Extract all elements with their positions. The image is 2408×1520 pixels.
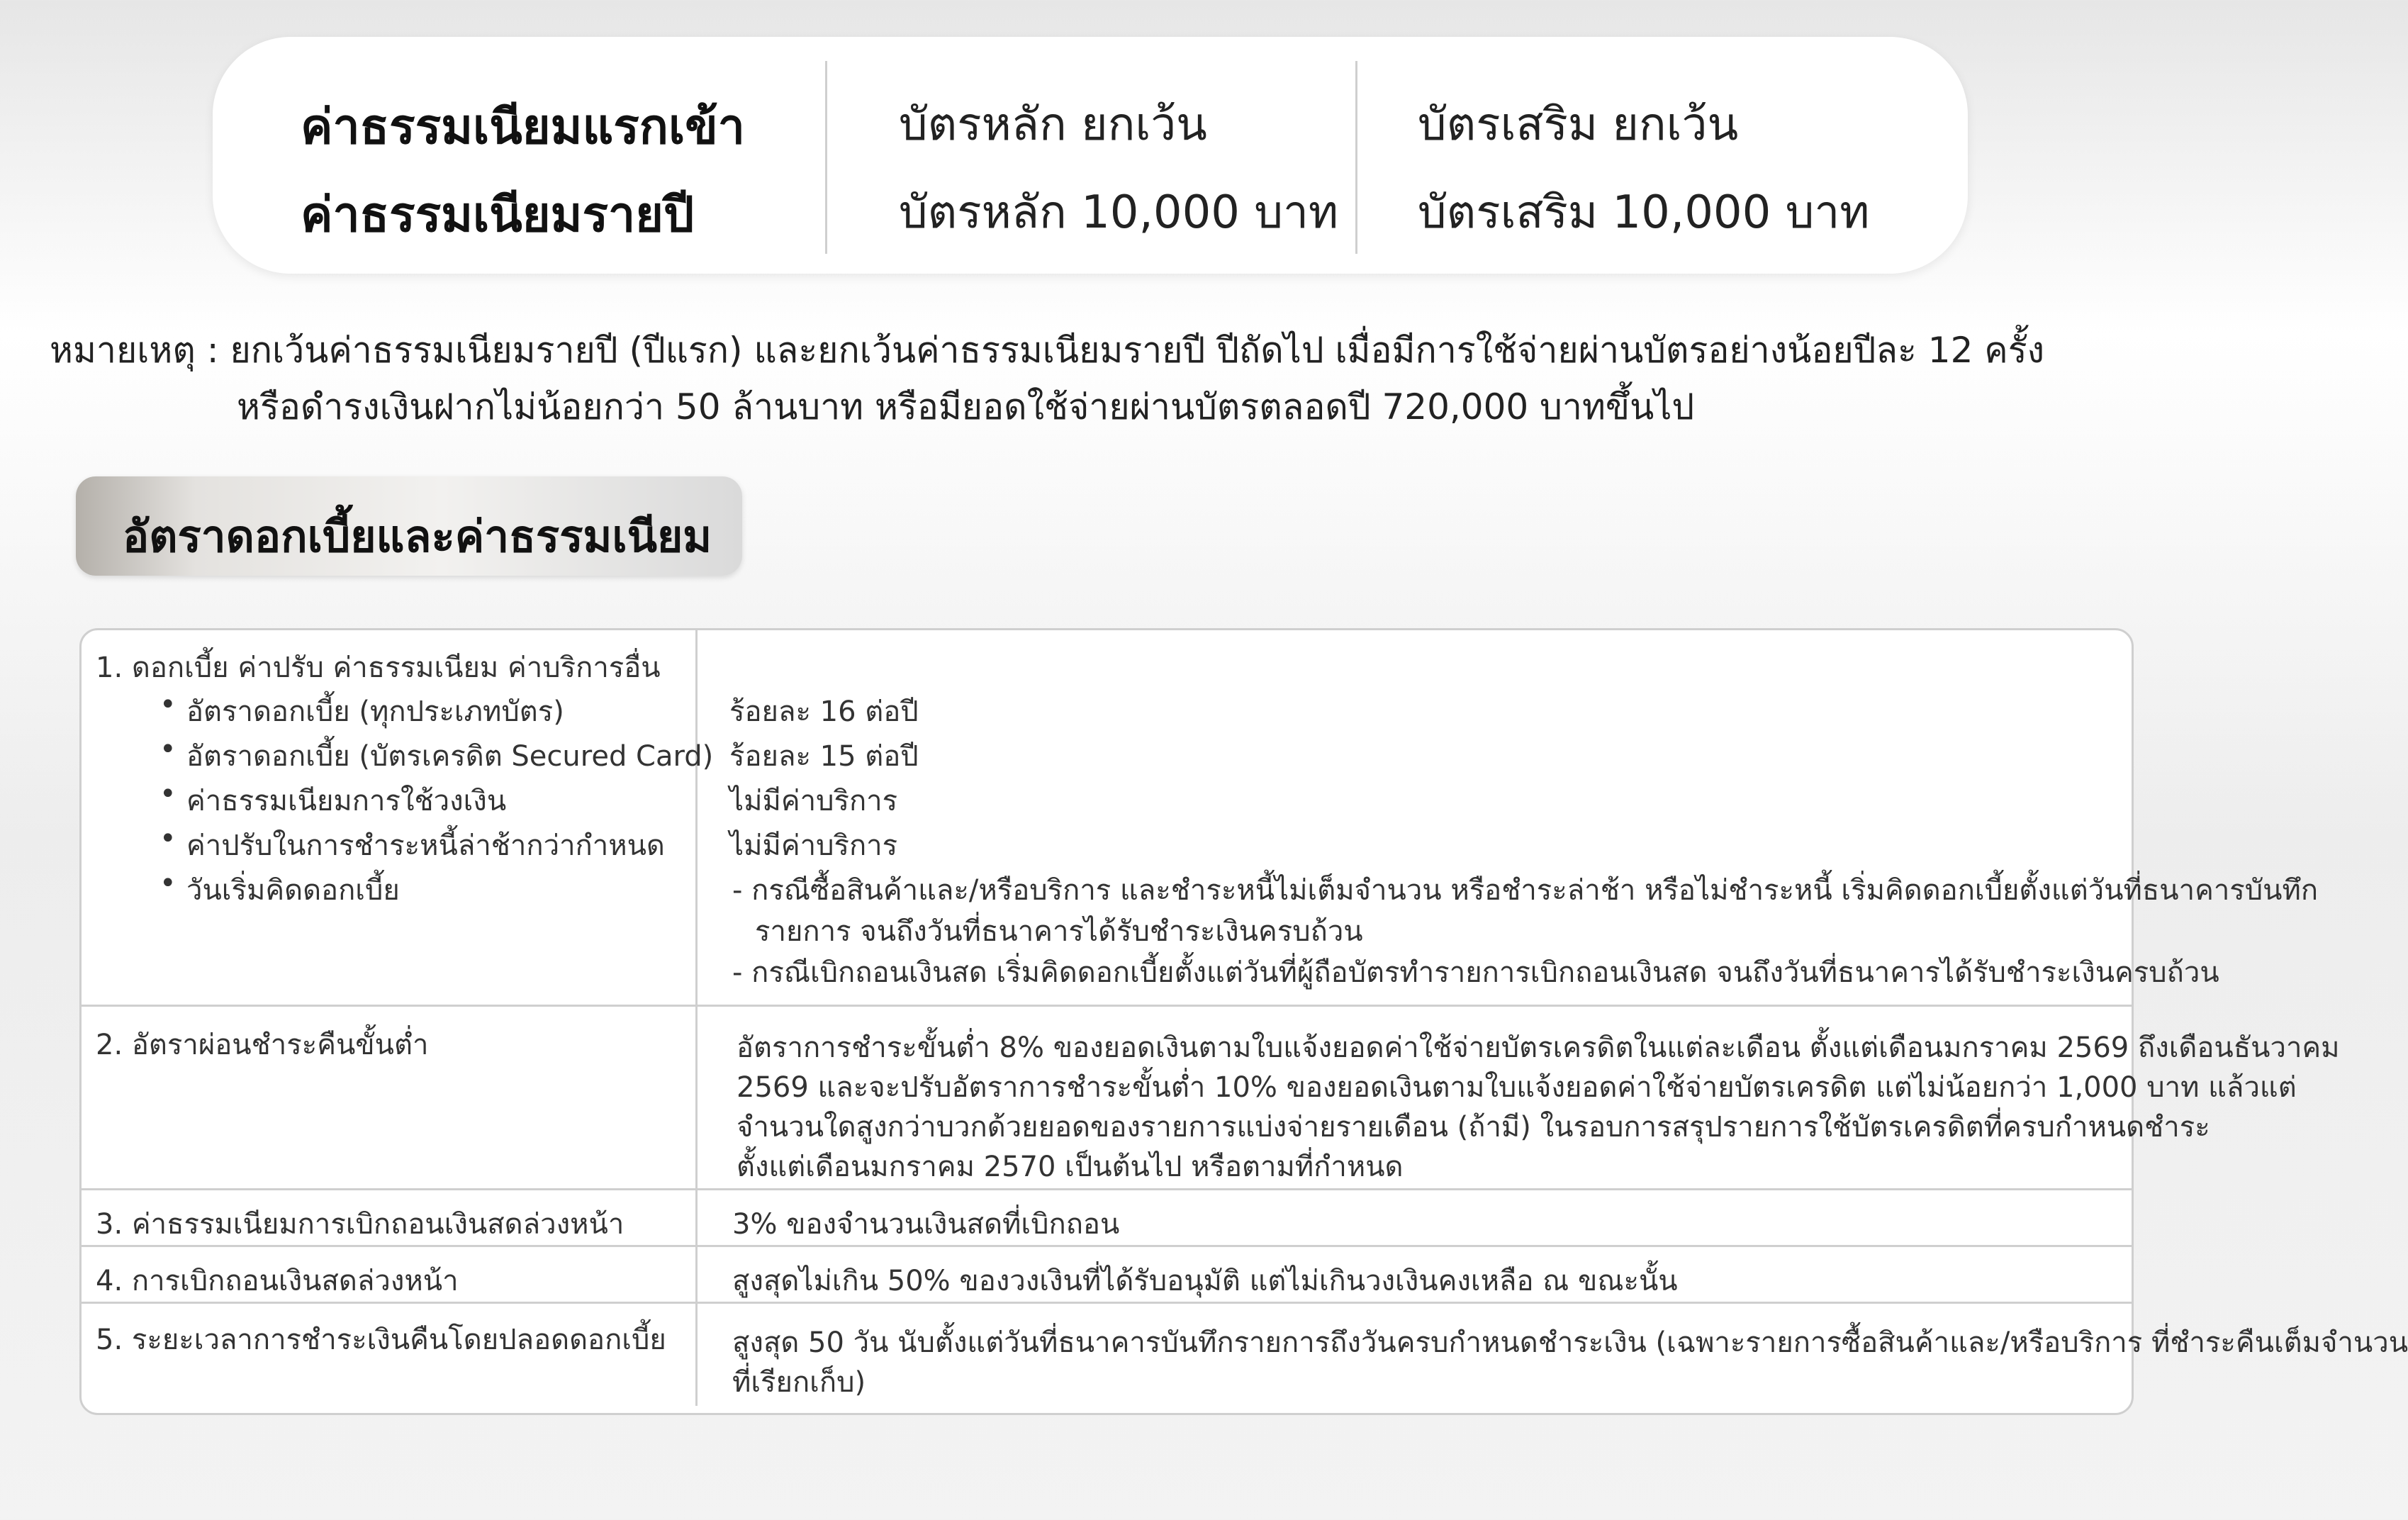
remark-line-1: หมายเหตุ : ยกเว้นค่าธรรมเนียมรายปี (ปีแรก) และยกเว้นค่าธรรมเนียมรายปี ปีถัดไป เมื่อมีการใช้จ่ายผ่านบัตรอย่างน้อยปีละ 12 ครั้ง — [50, 330, 2045, 371]
row1-interest-start-purchase: - กรณีซื้อสินค้าและ/หรือบริการ และชำระหนี้ไม่เต็มจำนวน หรือชำระล่าช้า หรือไม่ชำระหนี้ เริ่มคิดดอกเบี้ยตั้งแต่วันที่ธนาคารบันทึก — [732, 874, 2319, 907]
entrance-fee-title: ค่าธรรมเนียมแรกเข้า — [301, 99, 745, 155]
bullet-dot: • — [159, 688, 177, 721]
row1-value-credit-usage-fee: ไม่มีค่าบริการ — [729, 785, 898, 817]
row1-item-interest-start: วันเริ่มคิดดอกเบี้ย — [186, 874, 400, 907]
row2-value-line: 2569 และจะปรับอัตราการชำระขั้นต่ำ 10% ของยอดเงินตามใบแจ้งยอดค่าใช้จ่ายบัตรเครดิต แต่ไม่น้อยกว่า 1,000 บาท แล้วแต่ — [737, 1071, 2297, 1104]
main-card-annual-fee: บัตรหลัก 10,000 บาท — [899, 186, 1339, 239]
fee-titles — [301, 37, 745, 274]
section-title: อัตราดอกเบี้ยและค่าธรรมเนียม — [123, 510, 712, 562]
row5-value-line: สูงสุด 50 วัน นับตั้งแต่วันที่ธนาคารบันทึกรายการถึงวันครบกำหนดชำระเงิน (เฉพาะรายการซื้อสินค้าและ/หรือบริการ ที่ชำระคืนเต็มจำนวน — [732, 1326, 2408, 1359]
remark-line-2: หรือดำรงเงินฝากไม่น้อยกว่า 50 ล้านบาท หรือมียอดใช้จ่ายผ่านบัตรตลอดปี 720,000 บาทขึ้นไป — [237, 386, 1695, 428]
row3-heading: 3. ค่าธรรมเนียมการเบิกถอนเงินสดล่วงหน้า — [96, 1208, 625, 1241]
fee-table — [79, 628, 2408, 1415]
row4-value: สูงสุดไม่เกิน 50% ของวงเงินที่ได้รับอนุมัติ แต่ไม่เกินวงเงินคงเหลือ ณ ขณะนั้น — [732, 1265, 1678, 1297]
row2-value-line: อัตราการชำระขั้นต่ำ 8% ของยอดเงินตามใบแจ้งยอดค่าใช้จ่ายบัตรเครดิตในแต่ละเดือน ตั้งแต่เดือนมกราคม 2569 ถึงเดือนธันวาคม — [737, 1032, 2340, 1064]
row1-value-interest-secured: ร้อยละ 15 ต่อปี — [729, 740, 919, 773]
row5-heading: 5. ระยะเวลาการชำระเงินคืนโดยปลอดดอกเบี้ย — [96, 1324, 666, 1356]
fee-card-divider — [1355, 61, 1357, 254]
supplementary-card-annual-fee: บัตรเสริม 10,000 บาท — [1418, 186, 1870, 239]
main-card-fees — [899, 37, 1338, 274]
bullet-dot: • — [159, 733, 177, 766]
main-card-entrance-fee: บัตรหลัก ยกเว้น — [899, 99, 1207, 151]
row1-item-credit-usage-fee: ค่าธรรมเนียมการใช้วงเงิน — [186, 785, 507, 817]
row1-item-interest-all: อัตราดอกเบี้ย (ทุกประเภทบัตร) — [186, 695, 564, 728]
bullet-dot: • — [159, 867, 177, 900]
row2-value-line: จำนวนใดสูงกว่าบวกด้วยยอดของรายการแบ่งจ่ายรายเดือน (ถ้ามี) ในรอบการสรุปรายการใช้บัตรเครดิตที่ครบกำหนดชำระ — [737, 1111, 2210, 1144]
row1-heading: 1. ดอกเบี้ย ค่าปรับ ค่าธรรมเนียม ค่าบริการอื่น — [96, 652, 661, 684]
annual-fee-title: ค่าธรรมเนียมรายปี — [301, 187, 695, 243]
supplementary-card-fees — [1418, 37, 1914, 274]
bullet-dot: • — [159, 778, 177, 810]
row1-item-interest-secured: อัตราดอกเบี้ย (บัตรเครดิต Secured Card) — [186, 740, 714, 773]
row5-value-line: ที่เรียกเก็บ) — [732, 1366, 866, 1399]
row1-interest-start-purchase-cont: รายการ จนถึงวันที่ธนาคารได้รับชำระเงินครบถ้วน — [755, 915, 1363, 948]
supplementary-card-entrance-fee: บัตรเสริม ยกเว้น — [1418, 99, 1739, 151]
row4-heading: 4. การเบิกถอนเงินสดล่วงหน้า — [96, 1265, 459, 1297]
row1-interest-start-cash: - กรณีเบิกถอนเงินสด เริ่มคิดดอกเบี้ยตั้งแต่วันที่ผู้ถือบัตรทำรายการเบิกถอนเงินสด จนถึงวันที่ธนาคารได้รับชำระเงินครบถ้วน — [732, 956, 2219, 989]
bullet-dot: • — [159, 822, 177, 855]
fee-card — [213, 37, 1968, 274]
row2-value-line: ตั้งแต่เดือนมกราคม 2570 เป็นต้นไป หรือตามที่กำหนด — [737, 1151, 1404, 1183]
section-header — [76, 476, 742, 576]
row1-value-late-penalty: ไม่มีค่าบริการ — [729, 829, 898, 862]
row2-heading: 2. อัตราผ่อนชำระคืนขั้นต่ำ — [96, 1029, 429, 1061]
row1-item-late-penalty: ค่าปรับในการชำระหนี้ล่าช้ากว่ากำหนด — [186, 829, 665, 862]
row3-value: 3% ของจำนวนเงินสดที่เบิกถอน — [732, 1208, 1120, 1241]
row1-value-interest-all: ร้อยละ 16 ต่อปี — [729, 695, 919, 728]
table-row-divider — [82, 1005, 2132, 1007]
fee-card-divider — [825, 61, 827, 254]
